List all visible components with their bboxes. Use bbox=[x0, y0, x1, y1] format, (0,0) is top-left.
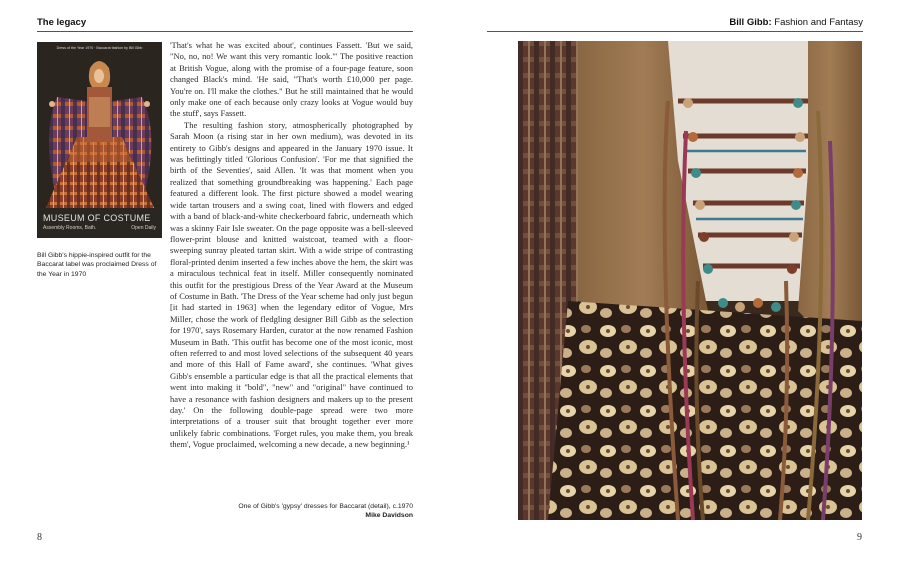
poster-small-print: Dress of the Year 1970 · Baccarat fashion by Bill Gibb bbox=[56, 46, 143, 50]
body-text bbox=[170, 40, 413, 451]
paragraph-2: The resulting fashion story, atmospherically photographed by Sarah Moon (a rising star in her own medium), was devoted in its entirety to Gibb's designs and appeared in the January 1970 issue. It was befittingly titled 'Glorious Confusion'. 'For me that signified the birth of the Seventies', said Allen. 'It was that moment when you realized that something groundbreaking was happening.' Each page featured a different look. The first picture showed a model wearing wide tartan trousers and a swing coat, lined with flowers and edged with a band of black-and-white checkerboard fabric, underneath which was a skinny Fair Isle sweater. On the page opposite was a bell-sleeved flower-print blouse and knitted waistcoat, teamed with a floor-sweeping sunray pleated tartan skirt. With a wide stripe of contrasting floral-printed denim inserted a few inches above the hem, the skirt was a miraculous technical feat in itself. Miller consequently nominated this outfit for the prestigious Dress of the Year Award at the Museum of Costume in Bath. 'The Dress of the Year scheme had only just begun [it had started in 1963] when the legendary editor of Vogue, Mrs Miller, chose the work of fledgling designer Bill Gibb as the selection for 1970', says Rosemary Harden, curator at the now renamed Fashion Museum in Bath. 'This outfit has become one of the most iconic, most often referred to and most loved selections of the subsequent 40 years and more of this Hall of Fame award', she continues. 'What gives Gibb's ensemble a particular edge is that all the practical elements that went into making it "bold", "new" and "original" have continued to have a resonance with fashion designers and makers up to the present day.' On the following double-page spread were two more interpretations of a trouser suit that brought together ever more unlikely fabric combinations. 'Forget rules, you make them, you break them', Vogue proclaimed, welcoming a new decade, a new beginning.¹ bbox=[170, 119, 413, 450]
paragraph-1: 'That's what he was excited about', continues Fassett. 'But we said, "No, no, no! We want this very romantic look."' The positive reaction at British Vogue, along with the promise of a four-page feature, soon changed Black's mind. 'He said, "That's worth £10,000 per page. You're on. I'll make the clothes." But he still maintained that he would only make one of each because only crazy looks at Vogue would buy the stuff', says Fassett. bbox=[170, 40, 413, 119]
museum-poster-image bbox=[37, 42, 162, 238]
page-number-right: 9 bbox=[857, 532, 862, 543]
photo-caption bbox=[170, 502, 413, 520]
page-number-left: 8 bbox=[37, 532, 42, 543]
running-head-right-bold: Bill Gibb: bbox=[729, 17, 772, 28]
header-rule-right bbox=[487, 31, 863, 32]
poster-subtitle bbox=[43, 225, 156, 231]
running-head-right-rest: Fashion and Fantasy bbox=[771, 17, 863, 28]
poster-subtitle-right: Open Daily bbox=[131, 225, 156, 231]
running-head-left: The legacy bbox=[37, 17, 87, 28]
running-head-right bbox=[729, 17, 863, 28]
photo-caption-text: One of Gibb's 'gypsy' dresses for Baccarat (detail), c.1970 bbox=[238, 503, 413, 510]
photo-credit: Mike Davidson bbox=[365, 512, 413, 519]
poster-caption: Bill Gibb's hippie-inspired outfit for the Baccarat label was proclaimed Dress of the Year in 1970 bbox=[37, 252, 157, 278]
header-rule-left bbox=[37, 31, 413, 32]
poster-title: MUSEUM OF COSTUME bbox=[43, 213, 151, 223]
gypsy-dress-photo bbox=[518, 41, 862, 520]
right-page bbox=[450, 0, 900, 562]
dress-illustration bbox=[518, 41, 862, 520]
poster-subtitle-left: Assembly Rooms, Bath. bbox=[43, 225, 97, 231]
poster-illustration bbox=[37, 42, 162, 238]
